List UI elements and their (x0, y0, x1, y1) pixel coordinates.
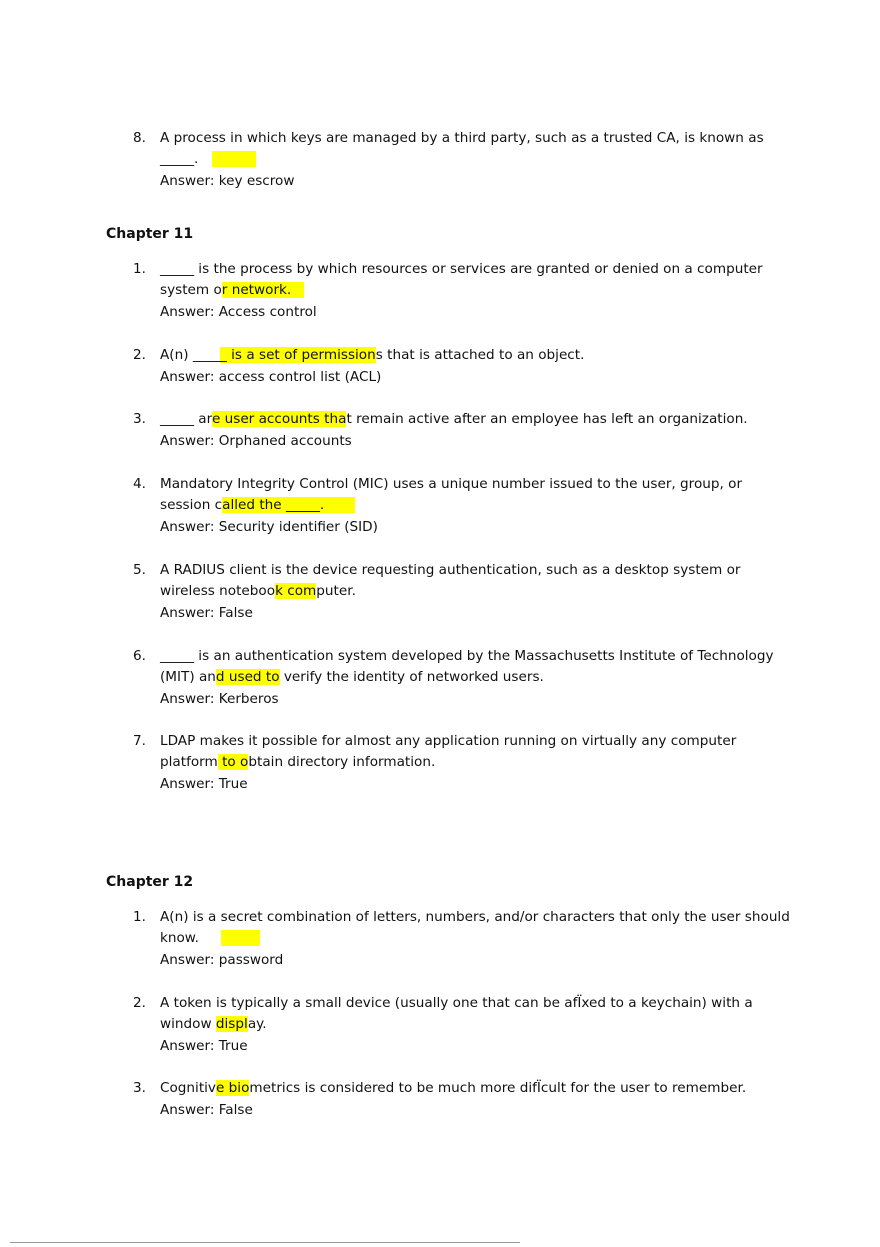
question-text: A(n) _____ is a set of permissions that is attached to an object. (160, 347, 585, 363)
answer-text: Answer: True (160, 1038, 248, 1054)
question-text: A RADIUS client is the device requesting authentication, such as a desktop system or wireless notebook computer. (160, 562, 741, 599)
question-number: 1. (133, 261, 146, 277)
question-number: 8. (133, 130, 146, 146)
question-text: A(n) is a secret combination of letters, numbers, and/or characters that only the user should know. (160, 909, 795, 946)
highlight: alled the _____. (222, 497, 355, 513)
highlight: e user accounts tha (211, 411, 347, 427)
question-number: 6. (133, 648, 146, 664)
chapter-title: Chapter 11 (106, 226, 194, 242)
answer-text: Answer: Security identifier (SID) (160, 519, 378, 535)
chapter-title: Chapter 12 (106, 874, 194, 890)
question-text: _____ is the process by which resources or services are granted or denied on a computer system or network. (160, 261, 763, 298)
question-number: 4. (133, 476, 146, 492)
question-number: 2. (133, 347, 146, 363)
question-text: _____ are user accounts that remain active after an employee has left an organization. (160, 411, 748, 427)
question-number: 2. (133, 995, 146, 1011)
question-text: _____ is an authentication system developed by the Massachusetts Institute of Technology (MIT) and used to verify the identity of networked users. (160, 648, 774, 685)
highlight (212, 151, 255, 167)
question-text: A process in which keys are managed by a third party, such as a trusted CA, is known as _____. (160, 130, 764, 167)
question-item (133, 560, 793, 624)
highlight (221, 930, 260, 946)
question-item (133, 731, 793, 795)
question-item (133, 259, 793, 323)
answer-text: Answer: False (160, 1102, 253, 1118)
highlight: k com (275, 583, 317, 599)
question-text: Mandatory Integrity Control (MIC) uses a unique number issued to the user, group, or session called the _____. (160, 476, 743, 513)
question-number: 1. (133, 909, 146, 925)
question-item (133, 345, 793, 388)
highlight: displ (215, 1016, 248, 1032)
answer-text: Answer: False (160, 605, 253, 621)
answer-text: Answer: Access control (160, 304, 317, 320)
highlight: d used to (215, 669, 280, 685)
question-number: 7. (133, 733, 146, 749)
question-item (133, 646, 793, 710)
question-item (133, 1078, 793, 1121)
question-text: Cognitive biometrics is considered to be much more difÏcult for the user to remember. (160, 1080, 747, 1096)
answer-text: Answer: True (160, 776, 248, 792)
highlight: r network. (221, 282, 305, 298)
highlight: _ is a set of permission (220, 347, 376, 363)
question-number: 3. (133, 411, 146, 427)
answer-text: Answer: Kerberos (160, 691, 279, 707)
question-number: 3. (133, 1080, 146, 1096)
question-item (133, 128, 793, 192)
answer-text: Answer: password (160, 952, 284, 968)
question-item (133, 409, 793, 452)
answer-text: Answer: key escrow (160, 173, 295, 189)
highlight: e bio (215, 1080, 250, 1096)
answer-text: Answer: access control list (ACL) (160, 369, 382, 385)
footer-divider (10, 1242, 520, 1243)
question-text: LDAP makes it possible for almost any application running on virtually any computer platform to obtain directory information. (160, 733, 737, 770)
question-item (133, 993, 793, 1057)
question-item (133, 474, 793, 538)
answer-text: Answer: Orphaned accounts (160, 433, 352, 449)
question-number: 5. (133, 562, 146, 578)
question-item (133, 907, 793, 971)
question-text: A token is typically a small device (usually one that can be afÏxed to a keychain) with a window display. (160, 995, 757, 1032)
highlight: to o (217, 754, 249, 770)
